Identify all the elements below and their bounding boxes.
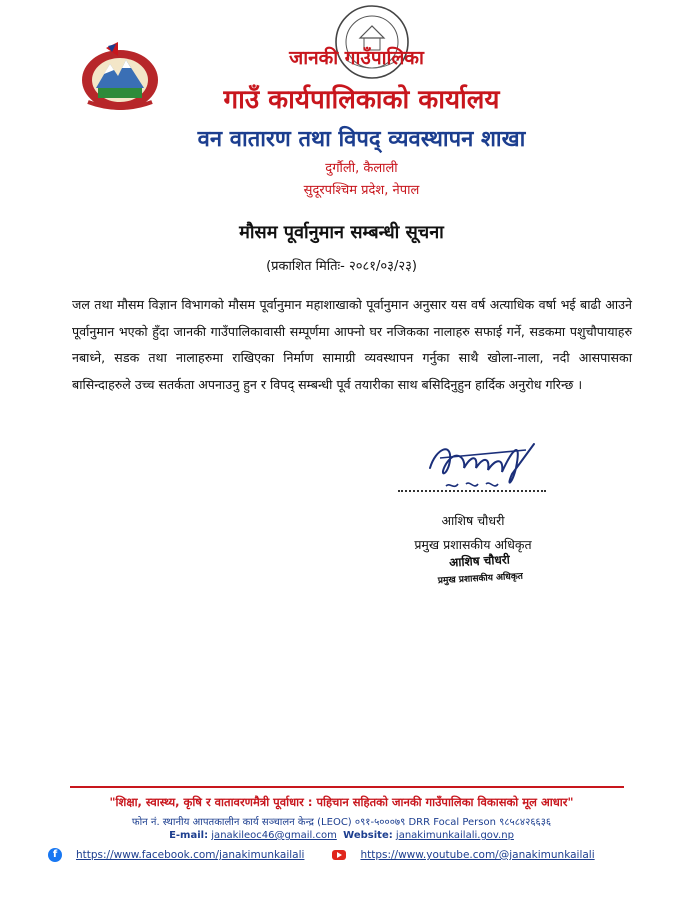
facebook-link[interactable]: https://www.facebook.com/janakimunkailali [76, 849, 305, 861]
footer-contact-line [0, 830, 683, 841]
footer-slogan: "शिक्षा, स्वास्थ्य, कृषि र वातावरणमैत्री पूर्वाधार : पहिचान सहितको जानकी गाउँपालिका विकासको मूल आधार" [109, 795, 574, 809]
office-location: दुर्गौली, कैलाली [325, 161, 398, 176]
footer-phone-line: फोन नं. स्थानीय आपतकालीन कार्य सञ्चालन केन्द्र (LEOC) ०९१-५०००७९ DRR Focal Person ९८५८४२६६३६ [131, 817, 552, 828]
stamp-title: प्रमुख प्रशासकीय अधिकृत [437, 571, 524, 587]
email-label: E-mail: [169, 830, 209, 841]
footer-social-line [48, 848, 648, 862]
office-name: गाउँ कार्यपालिकाको कार्यालय [223, 85, 500, 115]
published-date: (प्रकाशित मितिः- २०८१/०३/२३) [266, 259, 417, 274]
website-link[interactable]: janakimunkailali.gov.np [395, 830, 514, 841]
facebook-icon: f [48, 848, 62, 862]
signatory-title: प्रमुख प्रशासकीय अधिकृत [414, 537, 532, 552]
office-seal-stamp [332, 2, 412, 82]
name-stamp [409, 548, 551, 593]
notice-title: मौसम पूर्वानुमान सम्बन्धी सूचना [239, 222, 444, 243]
footer-divider [70, 786, 624, 788]
branch-name: वन वातारण तथा विपद् व्यवस्थापन शाखा [197, 127, 526, 152]
notice-body: जल तथा मौसम विज्ञान विभागको मौसम पूर्वानुमान महाशाखाको पूर्वानुमान अनुसार यस वर्ष अत्याधिक वर्षा भई बाढी आउने पूर्वानुमान भएको हुँदा जानकी गाउँपालिकावासी सम्पूर्णमा आफ्नो घर नजिकका नालाहरु सफाई गर्ने, सडकमा पशुचौपायाहरु नबाध्ने, सडक तथा नालाहरुमा राखिएका निर्माण सामाग्री व्यवस्थापन गर्नुका साथै खोला-नाला, नदी आसपासका बासिन्दाहरुले उच्च सतर्कता अपनाउनु हुन र विपद् सम्बन्धी पूर्व तयारीका साथ बसिदिनुहुन हार्दिक अनुरोध गरिन्छ । [72, 297, 632, 392]
signature-line [398, 490, 546, 492]
youtube-link[interactable]: https://www.youtube.com/@janakimunkailali [360, 849, 595, 861]
stamp-name: आशिष चौधरी [448, 552, 511, 570]
email-link[interactable]: janakileoc46@gmail.com [211, 830, 337, 841]
office-province: सुदूरपश्चिम प्रदेश, नेपाल [303, 183, 420, 198]
municipality-name: जानकी गाउँपालिका [289, 47, 424, 69]
website-label: Website: [343, 830, 393, 841]
signatory-name: आशिष चौधरी [441, 513, 505, 528]
youtube-icon [332, 850, 346, 860]
